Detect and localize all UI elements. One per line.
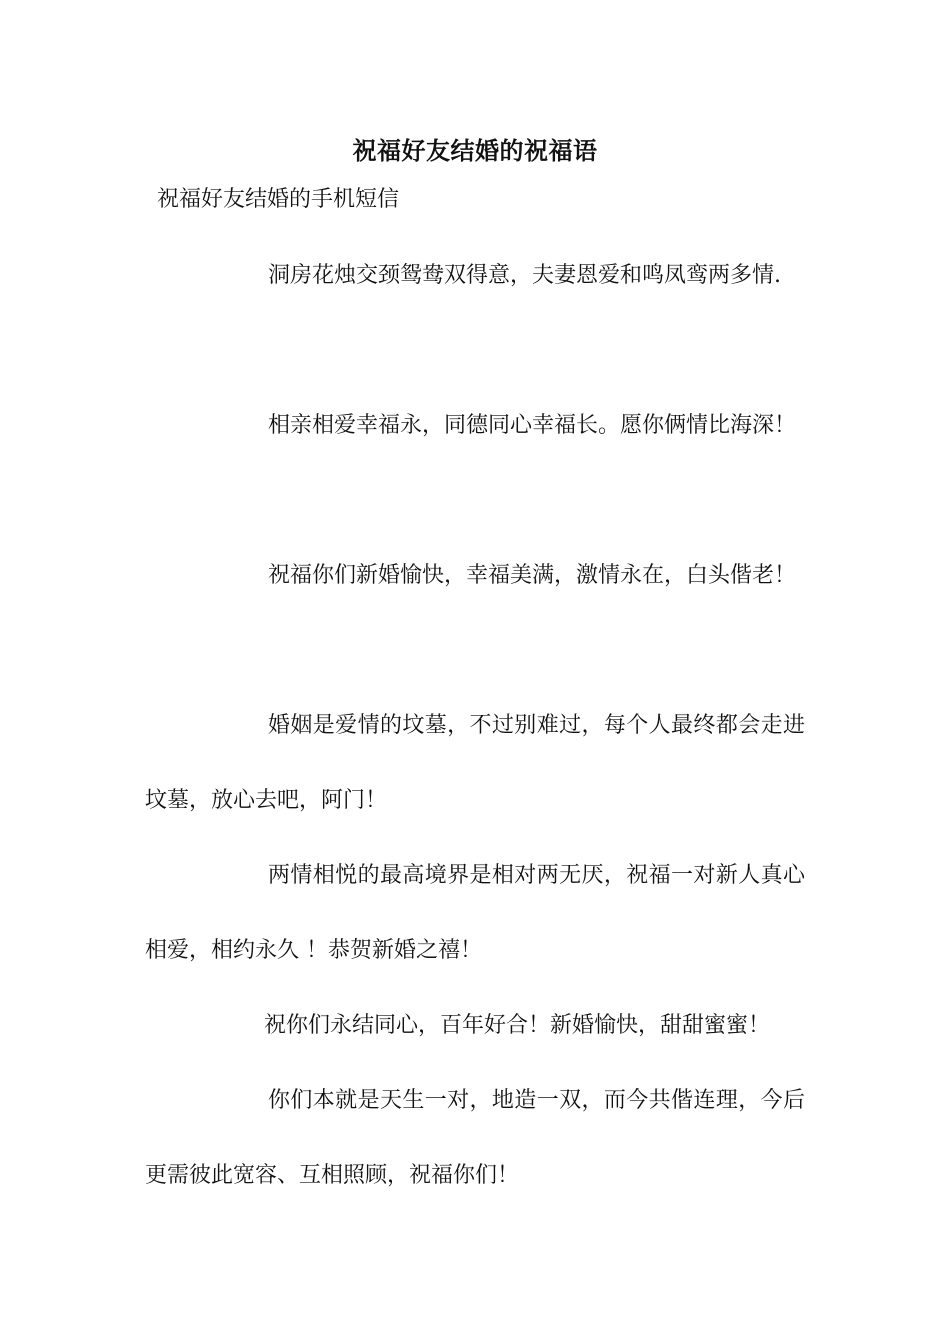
paragraph-2: 相亲相爱幸福永，同德同心幸福长。愿你俩情比海深！ xyxy=(268,413,797,438)
page-title: 祝福好友结婚的祝福语 xyxy=(352,136,598,165)
paragraph-6: 祝你们永结同心，百年好合！新婚愉快，甜甜蜜蜜！ xyxy=(264,1013,771,1038)
section-subtitle: 祝福好友结婚的手机短信 xyxy=(157,187,400,212)
paragraph-4: 婚姻是爱情的坟墓，不过别难过，每个人最终都会走进坟墓，放心去吧，阿门！ xyxy=(145,713,805,813)
paragraph-5: 两情相悦的最高境界是相对两无厌，祝福一对新人真心相爱，相约永久 ！恭贺新婚之禧！ xyxy=(145,863,805,963)
paragraph-7: 你们本就是天生一对，地造一双，而今共偕连理，今后更需彼此宽容、互相照顾，祝福你们！ xyxy=(145,1088,805,1188)
paragraph-1: 洞房花烛交颈鸳鸯双得意，夫妻恩爱和鸣凤鸾两多情. xyxy=(268,263,781,288)
paragraph-3: 祝福你们新婚愉快，幸福美满，激情永在，白头偕老！ xyxy=(268,563,797,588)
